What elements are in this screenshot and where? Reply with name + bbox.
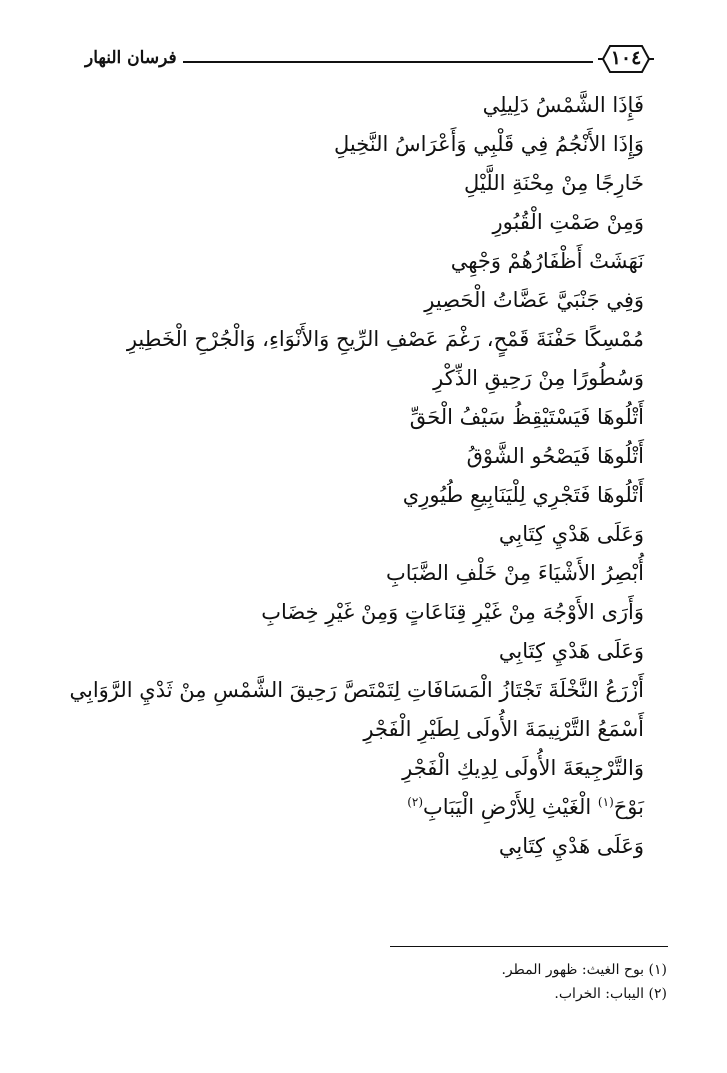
line-text: الْغَيْثِ لِلأَرْضِ الْيَبَابِ <box>423 795 598 819</box>
footnote: (٢) اليباب: الخراب. <box>554 986 667 1002</box>
poem-body <box>44 86 644 866</box>
footnote-marker: (٢) <box>407 795 424 809</box>
poem-line: خَارِجًا مِنْ مِحْنَةِ اللَّيْلِ <box>464 171 644 195</box>
poem-line: وَإِذَا الأَنْجُمُ فِي قَلْبِي وَأَعْرَاسُ النَّخِيلِ <box>333 132 644 156</box>
poem-line: وَعَلَى هَدْيِ كِتَابِي <box>498 639 644 663</box>
page-header <box>0 38 727 78</box>
poem-line: مُمْسِكًا حَفْنَةَ قَمْحٍ، رَغْمَ عَصْفِ الرِّيحِ وَالأَنْوَاءِ، وَالْجُرْحِ الْخَطِيرِ <box>126 327 644 351</box>
poem-line: وَفِي جَنْبَيَّ عَضَّاتُ الْحَصِيرِ <box>424 288 644 312</box>
poem-line: وَالتَّرْجِيعَةَ الأُولَى لِدِيكِ الْفَجْرِ <box>402 756 644 780</box>
footnotes <box>267 958 667 1006</box>
poem-line: وَعَلَى هَدْيِ كِتَابِي <box>498 834 644 858</box>
poem-line: وَسُطُورًا مِنْ رَحِيقِ الذِّكْرِ <box>433 366 644 390</box>
poem-line: نَهَشَتْ أَظْفَارُهُمْ وَجْهِي <box>450 249 644 273</box>
book-title: فرسان النهار <box>85 48 177 68</box>
poem-line: أَتْلُوهَا فَتَجْرِي لِلْيَنَابِيعِ طُيُورِي <box>402 483 644 507</box>
footnote: (١) بوح الغيث: ظهور المطر. <box>501 962 667 978</box>
line-text: بَوْحَ <box>613 795 644 819</box>
page-number: ١٠٤ <box>610 47 642 69</box>
poem-line: أَسْمَعُ التَّرْنِيمَةَ الأُولَى لِطَيْرِ الْفَجْرِ <box>363 717 644 741</box>
poem-line: وَأَرَى الأَوْجُهَ مِنْ غَيْرِ قِنَاعَاتٍ وَمِنْ غَيْرِ خِضَابِ <box>261 600 644 624</box>
footnote-separator <box>390 946 668 947</box>
poem-line: أَتْلُوهَا فَيَصْحُو الشَّوْقُ <box>466 444 644 468</box>
page-number-ornament <box>597 42 655 76</box>
header-rule <box>183 61 593 63</box>
footnote-marker: (١) <box>597 795 614 809</box>
poem-line: وَمِنْ صَمْتِ الْقُبُورِ <box>492 210 644 234</box>
poem-line-with-footnotes <box>44 788 644 827</box>
poem-line: أَزْرَعُ النَّخْلَةَ تَجْتَازُ الْمَسَافَاتِ لِتَمْتَصَّ رَحِيقَ الشَّمْسِ مِنْ ثَدْيِ الرَّوَابِي <box>69 678 644 702</box>
poem-line: فَإِذَا الشَّمْسُ دَلِيلِي <box>482 93 644 117</box>
poem-line: أُبْصِرُ الأَشْيَاءَ مِنْ خَلْفِ الضَّبَابِ <box>385 561 644 585</box>
poem-line: وَعَلَى هَدْيِ كِتَابِي <box>498 522 644 546</box>
poem-line: أَتْلُوهَا فَيَسْتَيْقِظُ سَيْفُ الْحَقِّ <box>409 405 644 429</box>
